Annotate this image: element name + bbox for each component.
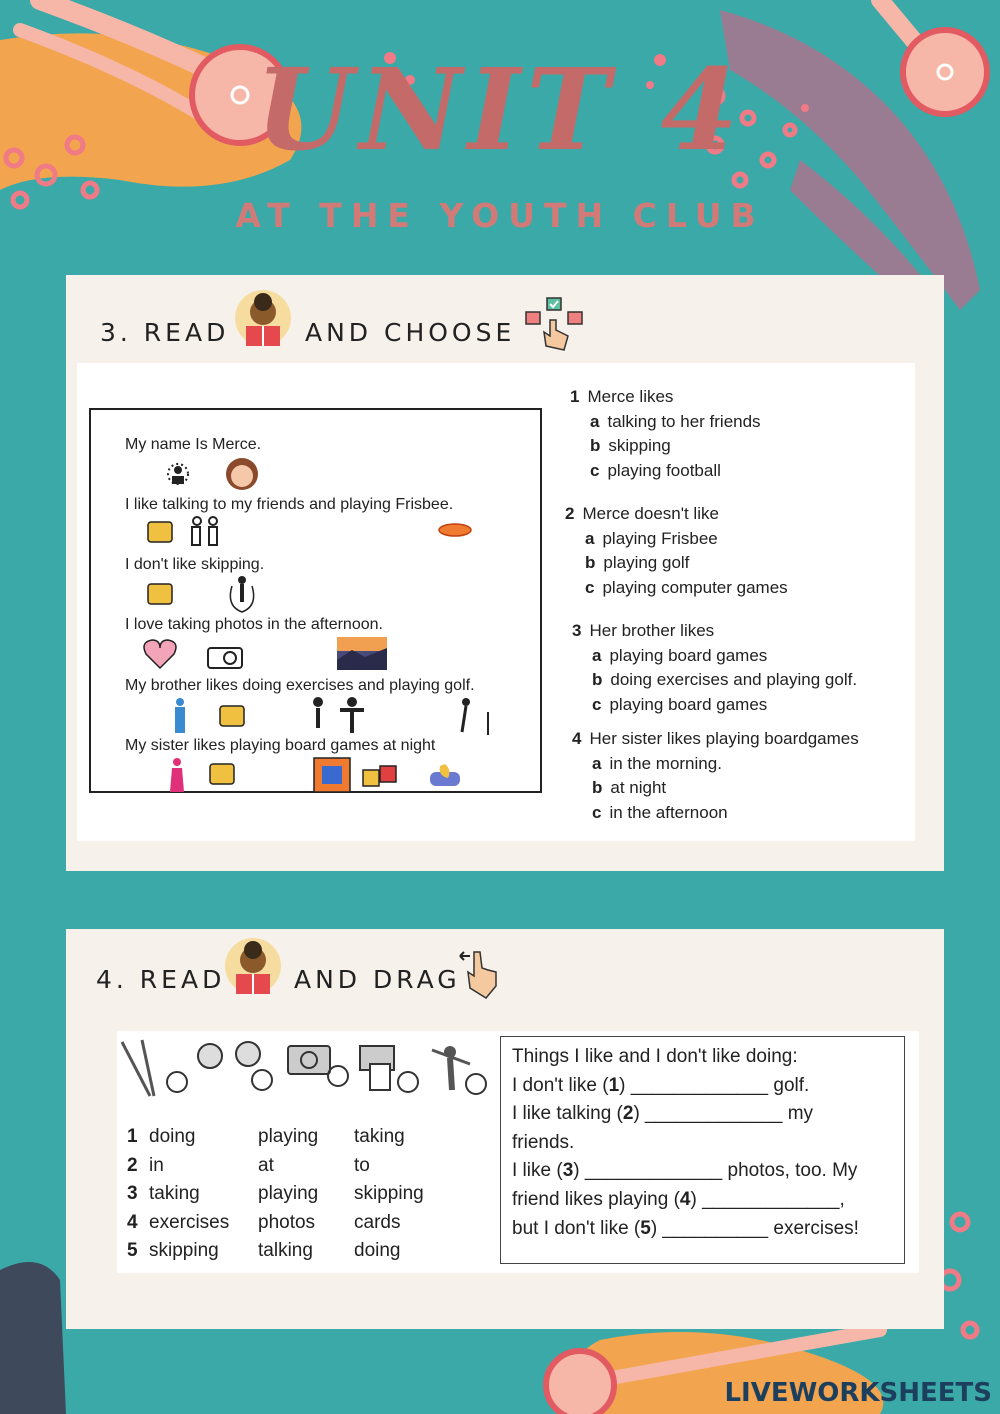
reading-girl-icon <box>222 936 284 1002</box>
page-subtitle: AT THE YOUTH CLUB <box>235 196 765 235</box>
passage-line: I like talking (2) _____________ my <box>512 1103 814 1125</box>
word-option[interactable]: skipping <box>149 1240 219 1262</box>
question-2: 2 Merce doesn't like a playing Frisbee b playing golf c playing computer games <box>565 502 788 600</box>
word-option[interactable]: exercises <box>149 1211 230 1233</box>
blank-5[interactable]: ) __________ exercises! <box>650 1217 859 1239</box>
story-line: My sister likes playing board games at night <box>125 737 436 754</box>
word-row: 2 in at to <box>127 1155 454 1184</box>
story-line: I love taking photos in the afternoon. <box>125 616 383 633</box>
passage-line: but I don't like (5) __________ exercises! <box>512 1217 859 1239</box>
story-line: I like talking to my friends and playing Frisbee. <box>125 496 454 513</box>
story-box <box>89 408 542 793</box>
option[interactable]: c playing board games <box>592 694 768 714</box>
blank-3[interactable]: ) _____________ photos, too. My <box>573 1160 858 1182</box>
story-line: My brother likes doing exercises and playing golf. <box>125 677 475 694</box>
word-row: 4 exercises photos cards <box>127 1212 454 1241</box>
drag-hand-icon <box>456 946 502 1002</box>
option[interactable]: a playing Frisbee <box>585 528 718 548</box>
word-option[interactable]: to <box>354 1154 370 1176</box>
section-3-heading-left: 3. READ <box>100 318 230 347</box>
section-4-heading-right: AND DRAG <box>294 965 461 994</box>
word-option[interactable]: in <box>149 1154 164 1176</box>
passage-line: friend likes playing (4) _____________, <box>512 1188 845 1210</box>
choose-hand-icon <box>524 296 584 354</box>
word-row: 3 taking playing skipping <box>127 1183 454 1212</box>
word-option[interactable]: taking <box>354 1126 405 1147</box>
question-3: 3 Her brother likes a playing board games b doing exercises and playing golf. c playing board games <box>572 619 857 717</box>
blank-2[interactable]: ) _____________ my <box>633 1103 814 1125</box>
word-option[interactable]: doing <box>149 1126 196 1147</box>
passage-line: I like (3) _____________ photos, too. My <box>512 1160 858 1182</box>
section-3-heading-right: AND CHOOSE <box>305 318 516 347</box>
word-option[interactable]: doing <box>354 1240 401 1262</box>
option[interactable]: c in the afternoon <box>592 802 728 822</box>
word-option[interactable]: skipping <box>354 1183 424 1205</box>
page-title: UNIT 4 <box>255 45 745 176</box>
word-option[interactable]: playing <box>258 1126 319 1147</box>
word-option[interactable]: playing <box>258 1183 319 1205</box>
passage-title: Things I like and I don't like doing: <box>512 1046 798 1067</box>
passage-line: I don't like (1) _____________ golf. <box>512 1074 810 1096</box>
brand-logo: LIVEWORKSHEETS <box>724 1378 992 1408</box>
option[interactable]: b skipping <box>590 436 671 456</box>
reading-girl-icon <box>232 288 294 354</box>
option[interactable]: c playing computer games <box>585 577 788 597</box>
option[interactable]: a in the morning. <box>592 753 722 773</box>
passage-line: friends. <box>512 1131 575 1153</box>
option[interactable]: a talking to her friends <box>590 411 761 431</box>
blank-1[interactable]: ) _____________ golf. <box>619 1074 810 1096</box>
word-option[interactable]: talking <box>258 1240 313 1262</box>
question-4: 4 Her sister likes playing boardgames a in the morning. b at night c in the afternoon <box>572 727 859 825</box>
blank-4[interactable]: ) _____________, <box>690 1188 845 1210</box>
word-bank <box>127 1126 454 1269</box>
section-4-heading-left: 4. READ <box>96 965 226 994</box>
option[interactable]: b at night <box>592 778 667 798</box>
word-option[interactable]: taking <box>149 1183 200 1205</box>
option[interactable]: c playing football <box>590 460 721 480</box>
option[interactable]: a playing board games <box>592 645 768 665</box>
word-option[interactable]: at <box>258 1154 274 1176</box>
word-row: 1 doing playing taking <box>127 1126 454 1155</box>
story-line: I don't like skipping. <box>125 556 265 573</box>
option[interactable]: b playing golf <box>585 553 690 573</box>
story-line: My name Is Merce. <box>125 436 262 453</box>
option[interactable]: b doing exercises and playing golf. <box>592 670 858 690</box>
word-option[interactable]: photos <box>258 1211 316 1233</box>
word-option[interactable]: cards <box>354 1211 401 1233</box>
word-row: 5 skipping talking doing <box>127 1240 454 1269</box>
question-1: 1 Merce likes a talking to her friends b skipping c playing football <box>570 385 761 483</box>
fill-in-passage <box>500 1036 905 1264</box>
